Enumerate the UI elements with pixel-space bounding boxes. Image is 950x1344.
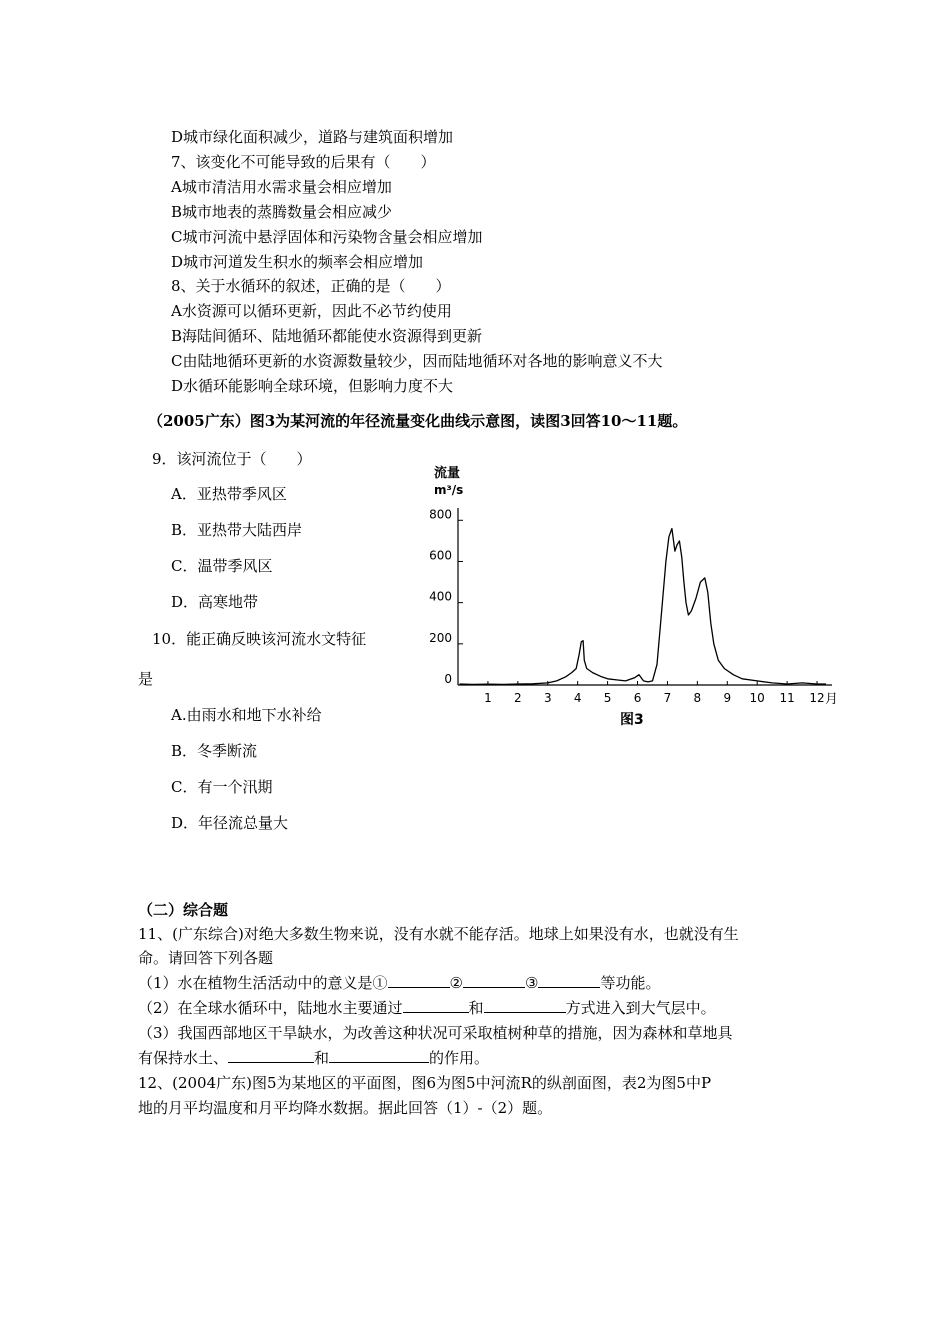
q7-option-c: C城市河流中悬浮固体和污染物含量会相应增加 — [171, 228, 483, 246]
q7-option-d: D城市河道发生积水的频率会相应增加 — [171, 253, 424, 271]
x-tick-label: 12 — [809, 691, 825, 705]
runoff-chart — [412, 460, 852, 735]
q11-part2 — [138, 998, 716, 1018]
x-tick-label: 2 — [514, 691, 522, 705]
q9-stem: 9．该河流位于（ ） — [152, 450, 312, 468]
q12-line1: 12、(2004广东)图5为某地区的平面图，图6为图5中河流R的纵剖面图，表2为图5中P — [138, 1074, 712, 1092]
answer-blank-7[interactable] — [329, 1048, 429, 1063]
q9-option-d: D．高寒地带 — [171, 593, 259, 611]
q9-option-c: C．温带季风区 — [171, 557, 273, 575]
q9-option-a: A．亚热带季风区 — [171, 485, 287, 503]
chart-ylabel: 流量 — [434, 466, 461, 481]
q7-stem: 7、该变化不可能导致的后果有（ ） — [171, 153, 436, 171]
q11-part3-line2 — [138, 1048, 489, 1068]
y-tick-label: 0 — [444, 672, 452, 686]
x-tick-label: 8 — [693, 691, 702, 705]
q11-part1-text-d: 等功能。 — [600, 974, 661, 992]
q6-option-d: D城市绿化面积减少，道路与建筑面积增加 — [171, 128, 454, 146]
y-tick-label: 400 — [429, 589, 452, 604]
answer-blank-2[interactable] — [463, 973, 525, 988]
y-tick-label: 800 — [429, 507, 452, 522]
q11-part2-text-b: 和 — [468, 999, 484, 1017]
q8-option-b: B海陆间循环、陆地循环都能使水资源得到更新 — [171, 327, 483, 345]
x-tick-label: 7 — [663, 691, 672, 705]
x-tick-label: 6 — [633, 691, 642, 705]
q8-option-a: A水资源可以循环更新，因此不必节约使用 — [171, 302, 452, 320]
q11-part3-text-a: 有保持水土、 — [138, 1049, 229, 1067]
q11-part1-text-c: ③ — [525, 974, 539, 992]
chart-title: 图3 — [620, 712, 644, 728]
q10-stem: 10．能正确反映该河流水文特征 — [152, 630, 367, 648]
q10-stem-cont: 是 — [138, 670, 154, 688]
section-intro: （2005广东）图3为某河流的年径流量变化曲线示意图，读图3回答10～11题。 — [148, 412, 688, 430]
q11-line2: 命。请回答下列各题 — [138, 949, 274, 967]
section2-title: （二）综合题 — [138, 901, 229, 919]
q11-part2-text-c: 方式进入到大气层中。 — [565, 999, 716, 1017]
q11-part3-text-c: 的作用。 — [429, 1049, 490, 1067]
q11-line1: 11、(广东综合)对绝大多数生物来说，没有水就不能存活。地球上如果没有水，也就没有生 — [138, 925, 739, 943]
x-tick-label: 11 — [779, 691, 795, 705]
answer-blank-6[interactable] — [228, 1048, 314, 1063]
answer-blank-5[interactable] — [484, 998, 566, 1013]
y-tick-label: 200 — [429, 630, 452, 645]
x-tick-label: 4 — [573, 691, 582, 705]
q9-option-b: B．亚热带大陆西岸 — [171, 521, 303, 539]
q8-stem: 8、关于水循环的叙述，正确的是（ ） — [171, 277, 451, 295]
q10-option-a: A.由雨水和地下水补给 — [171, 706, 322, 724]
x-tick-label: 1 — [484, 691, 492, 705]
q11-part1 — [138, 973, 660, 993]
answer-blank-3[interactable] — [538, 973, 600, 988]
q8-option-d: D水循环能影响全球环境，但影响力度不大 — [171, 377, 454, 395]
q8-option-c: C由陆地循环更新的水资源数量较少，因而陆地循环对各地的影响意义不大 — [171, 352, 663, 370]
x-tick-label: 9 — [723, 691, 732, 705]
chart-yunit: m³/s — [434, 483, 464, 497]
x-tick-label: 5 — [603, 691, 612, 705]
y-tick-label: 600 — [429, 548, 452, 563]
answer-blank-1[interactable] — [388, 973, 450, 988]
q11-part1-text-a: （1）水在植物生活活动中的意义是① — [138, 974, 388, 992]
chart-xlabel: 月 — [825, 692, 839, 707]
q11-part2-text-a: （2）在全球水循环中，陆地水主要通过 — [138, 999, 403, 1017]
q11-part3-text-b: 和 — [314, 1049, 330, 1067]
q11-part3-line1: （3）我国西部地区干旱缺水，为改善这种状况可采取植树种草的措施，因为森林和草地具 — [138, 1024, 733, 1042]
q12-line2: 地的月平均温度和月平均降水数据。据此回答（1）-（2）题。 — [138, 1099, 553, 1117]
q10-option-c: C．有一个汛期 — [171, 778, 273, 796]
q7-option-a: A城市清洁用水需求量会相应增加 — [171, 178, 392, 196]
x-tick-label: 10 — [749, 691, 765, 705]
q11-part1-text-b: ② — [449, 974, 463, 992]
answer-blank-4[interactable] — [403, 998, 469, 1013]
x-tick-label: 3 — [543, 691, 552, 705]
q10-option-d: D．年径流总量大 — [171, 814, 289, 832]
q10-option-b: B．冬季断流 — [171, 742, 258, 760]
q7-option-b: B城市地表的蒸腾数量会相应减少 — [171, 203, 393, 221]
runoff-series-line — [460, 529, 827, 685]
